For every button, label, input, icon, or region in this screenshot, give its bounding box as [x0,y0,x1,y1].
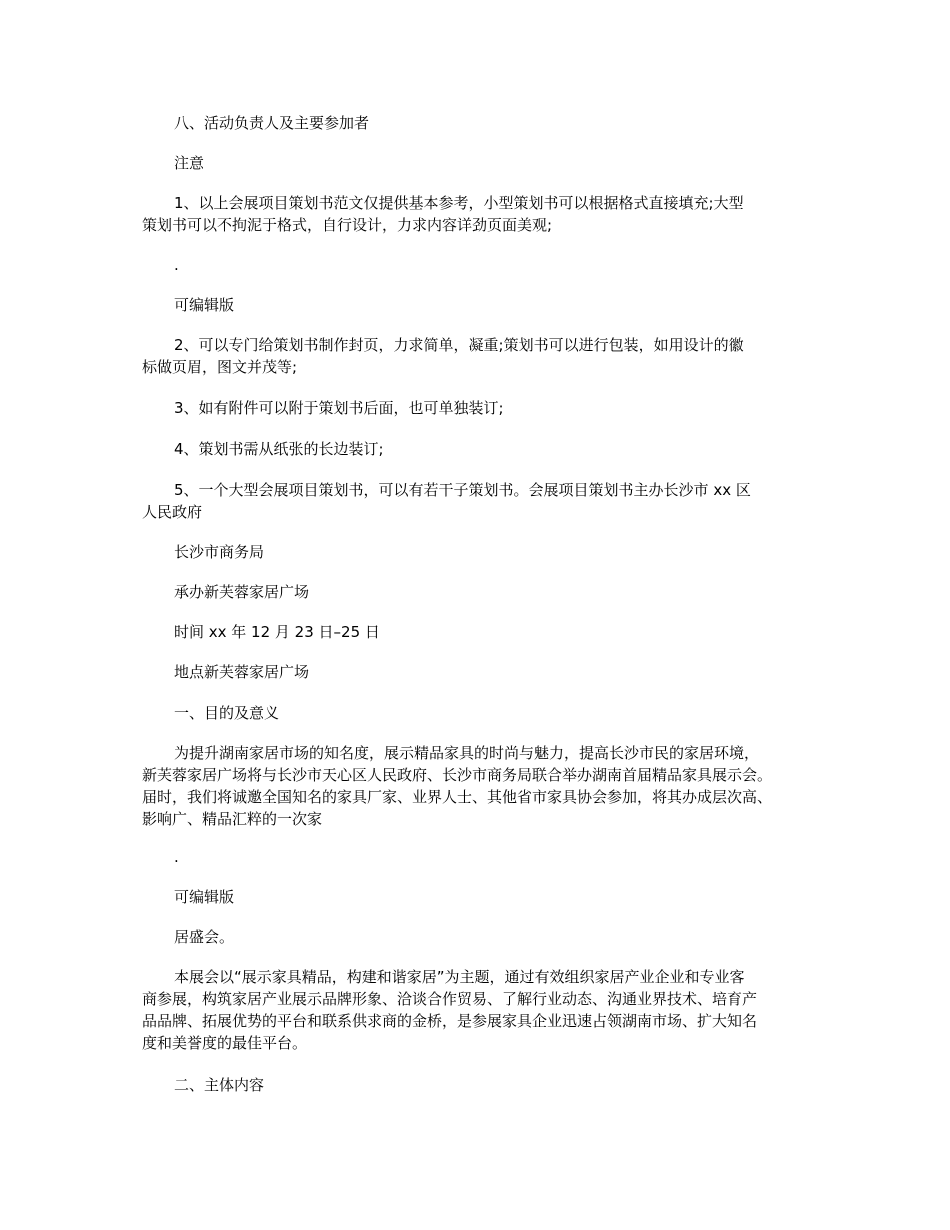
body-paragraph [142,966,818,1054]
note-item-5 [142,479,818,523]
text-line: 承办新芙蓉家居广场 [174,583,310,601]
section-heading [142,112,818,134]
text-line: 商参展，构筑家居产业展示品牌形象、洽谈合作贸易、了解行业动态、沟通业界技术、培育产 [142,990,758,1008]
note-item-2 [142,334,818,378]
text-line: . [174,848,179,866]
text-line: 4、策划书需从纸张的长边装订; [174,440,384,458]
section-heading [142,702,818,724]
text-line: 居盛会。 [174,928,235,946]
host-line [142,581,818,603]
text-line: 1、以上会展项目策划书范文仅提供基本参考，小型策划书可以根据格式直接填充;大型 [174,194,744,212]
text-line: 可编辑版 [174,296,235,314]
text-line: 品品牌、拓展优势的平台和联系供求商的金桥，是参展家具企业迅速占领湖南市场、扩大知名 [142,1012,758,1030]
editable-version-label [142,886,818,908]
text-line: 注意 [174,154,205,172]
text-line: 影响广、精品汇粹的一次家 [142,810,323,828]
text-line: 一、目的及意义 [174,704,280,722]
text-line: 2、可以专门给策划书制作封页，力求简单，凝重;策划书可以进行包装，如用设计的徽 [174,336,744,354]
body-paragraph [142,742,818,830]
section-heading [142,1074,818,1096]
text-line: 5、一个大型会展项目策划书，可以有若干子策划书。会展项目策划书主办长沙市 xx 区 [174,481,751,499]
text-line: 度和美誉度的最佳平台。 [142,1034,308,1052]
separator-dot [142,846,818,868]
text-line: 地点新芙蓉家居广场 [174,663,310,681]
text-line: . [174,256,179,274]
location-line [142,661,818,683]
note-item-1 [142,192,818,236]
separator-dot [142,254,818,276]
text-line: 策划书可以不拘泥于格式，自行设计，力求内容详劲页面美观; [142,216,553,234]
note-item-3 [142,397,818,419]
text-line: 3、如有附件可以附于策划书后面，也可单独装订; [174,399,504,417]
organizer-line [142,541,818,563]
text-line: 人民政府 [142,503,203,521]
text-line: 八、活动负责人及主要参加者 [174,114,370,132]
text-line: 本展会以“展示家具精品，构建和谐家居”为主题，通过有效组织家居产业企业和专业客 [174,968,745,986]
text-line: 长沙市商务局 [174,543,265,561]
text-line: 时间 xx 年 12 月 23 日–25 日 [174,623,380,641]
note-item-4 [142,438,818,460]
text-line: 二、主体内容 [174,1076,265,1094]
editable-version-label [142,294,818,316]
text-line: 新芙蓉家居广场将与长沙市天心区人民政府、长沙市商务局联合举办湖南首届精品家具展示会。 [142,766,773,784]
body-paragraph [142,926,818,948]
text-line: 为提升湖南家居市场的知名度，展示精品家具的时尚与魅力，提高长沙市民的家居环境， [174,744,760,762]
note-heading [142,152,818,174]
time-line [142,621,818,643]
text-line: 标做页眉，图文并茂等; [142,358,298,376]
text-line: 可编辑版 [174,888,235,906]
text-line: 届时，我们将诚邀全国知名的家具厂家、业界人士、其他省市家具协会参加，将其办成层次高、 [142,788,773,806]
